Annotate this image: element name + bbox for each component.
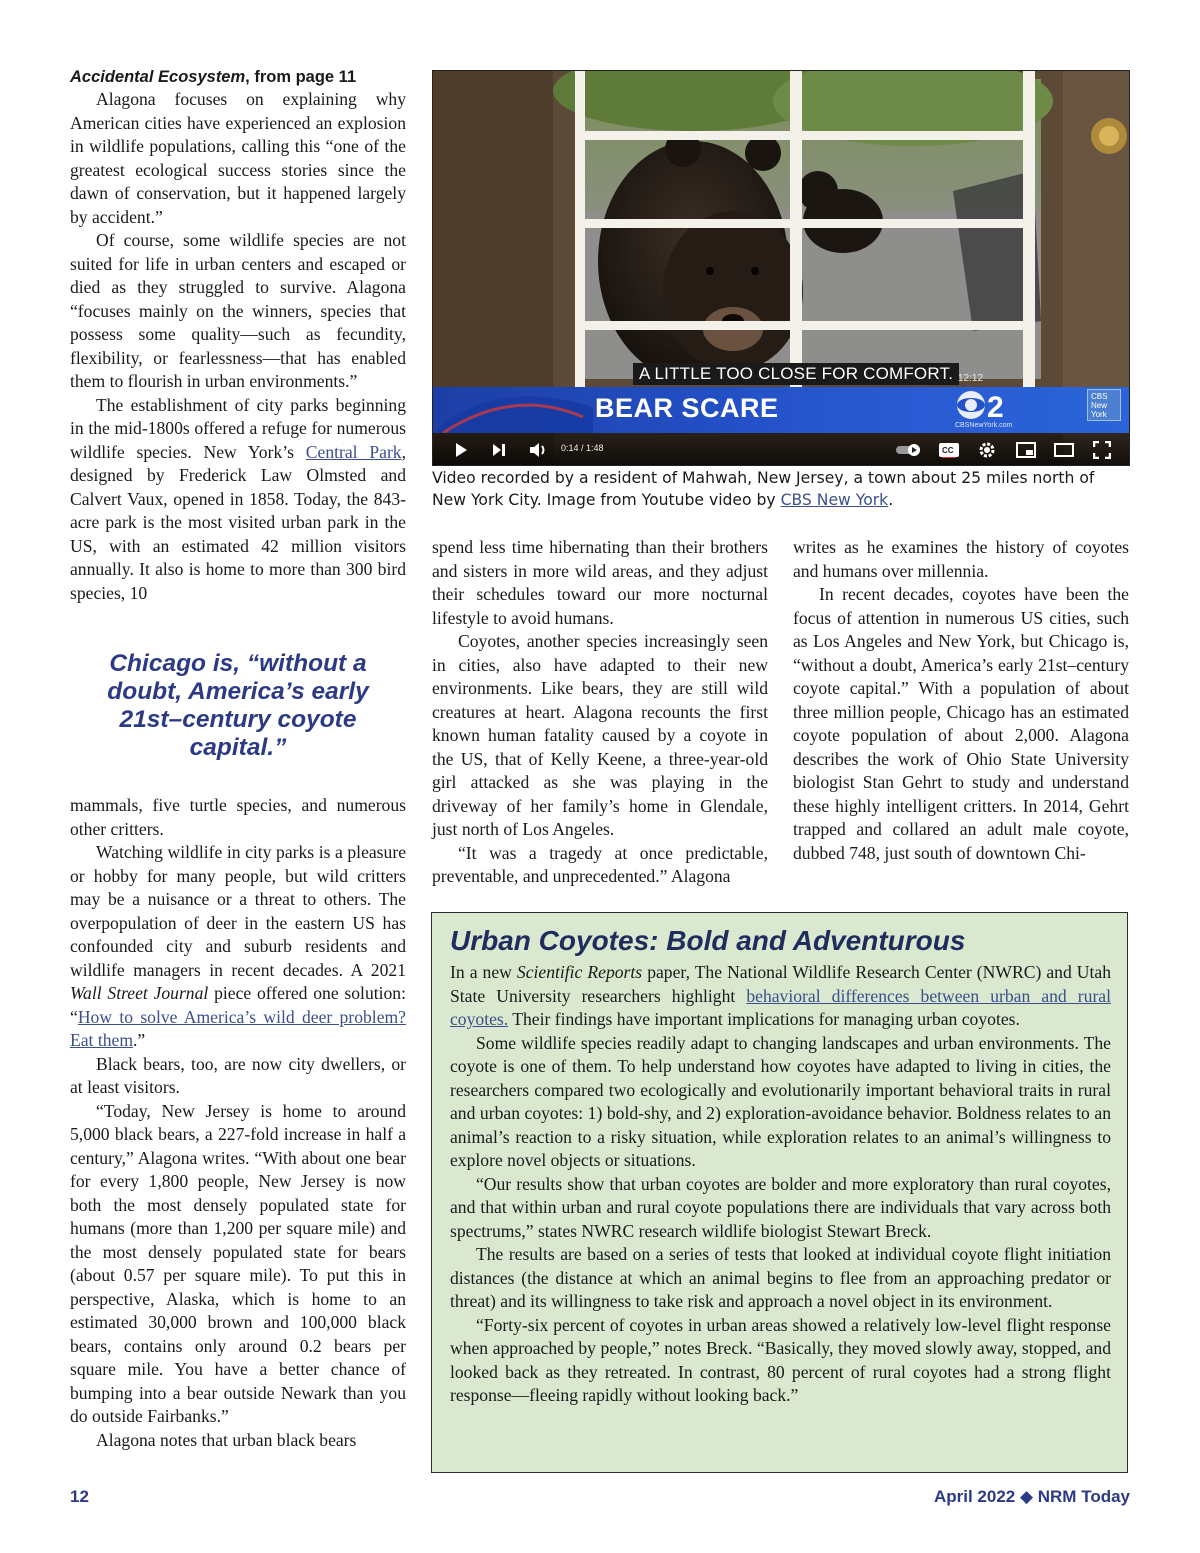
paragraph: In a new Scientific Reports paper, The National Wildlife Research Center (NWRC) and Utah State University researchers highlight behavioral differences between urban and rural coyotes. Their findings have important implications for managing urban coyotes.: [450, 962, 1111, 1029]
paragraph: Black bears, too, are now city dwellers, or at least visitors.: [70, 1053, 406, 1097]
video-caption: Video recorded by a resident of Mahwah, New Jersey, a town about 25 miles north of New York City. Image from Youtube video by CBS New York.: [432, 469, 1095, 509]
middle-column: [432, 536, 768, 889]
behavioral-differences-link[interactable]: behavioral differences between urban and rural coyotes.: [450, 985, 1111, 1029]
paragraph: In recent decades, coyotes have been the focus of attention in numerous US cities, such as Los Angeles and New York, but Chicago is, “without a doubt, America’s early 21st–century coyote capital.” With a population of about three million people, Chicago has an estimated coyote population of about 2,000. Alagona describes the work of Ohio State University biologist Stan Gehrt to study and understand these highly intelligent critters. In 2014, Gehrt trapped and collared an adult male coyote, dubbed 748, just south of downtown Chi-: [793, 584, 1129, 863]
miniplayer-icon[interactable]: [1016, 442, 1036, 458]
video-player[interactable]: [432, 70, 1130, 466]
central-park-link[interactable]: Central Park: [305, 441, 402, 462]
right-column: [793, 536, 1129, 865]
left-column: [70, 66, 406, 605]
paragraph: “It was a tragedy at once predictable, preventable, and unprecedented.” Alagona: [432, 842, 768, 886]
sidebar-title: Urban Coyotes: Bold and Adventurous: [450, 925, 966, 956]
captions-icon[interactable]: [938, 442, 960, 458]
news-banner: [433, 387, 1130, 433]
sidebar-box: [431, 912, 1128, 1473]
settings-icon[interactable]: [978, 441, 996, 459]
banner-time: 12:12: [958, 373, 984, 384]
continued-title: Accidental Ecosystem: [70, 68, 246, 86]
cbs-new-york-box: CBS New York: [1087, 389, 1121, 421]
paragraph: “Forty-six percent of coyotes in urban areas showed a relatively low-level flight response when approached by people,” notes Breck. “Basically, they moved slowly away, stopped, and looked back as they retreated. In contrast, 80 percent of rural coyotes had a strong flight response—fleeing rapidly without looking back.”: [450, 1314, 1111, 1405]
paragraph: Watching wildlife in city parks is a pleasure or hobby for many people, but wild critters may be a nuisance or a threat to others. The overpopulation of deer in the eastern US has confounded city and suburb residents and wildlife managers in recent decades. A 2021 Wall Street Journal piece offered one solution: “How to solve America’s wild deer problem? Eat them.”: [70, 842, 406, 1050]
paragraph: writes as he examines the history of coyotes and humans over millennia.: [793, 537, 1129, 581]
paragraph: spend less time hibernating than their brothers and sisters in more wild areas, and they adjust their schedules toward our more nocturnal lifestyle to avoid humans.: [432, 537, 768, 628]
autoplay-toggle[interactable]: [895, 443, 923, 457]
continued-heading: [70, 66, 406, 88]
cbs2-logo: [953, 387, 1023, 425]
cbs-new-york-link[interactable]: CBS New York: [780, 490, 889, 509]
continued-suffix: , from page 11: [245, 68, 357, 86]
video-controls: [433, 433, 1130, 466]
paragraph: mammals, five turtle species, and numerous other critters.: [70, 795, 406, 839]
issue-label: April 2022 ◆ NRM Today: [933, 1487, 1130, 1506]
paragraph: Some wildlife species readily adapt to changing landscapes and urban environments. The coyote is one of them. To help understand how coyotes have adapted to living in cities, the researchers compared two ecologically and evolutionarily important behavioral traits in rural and urban coyotes: 1) bold-shy, and 2) exploration-avoidance behavior. Boldness relates to an animal’s reaction to a risky situation, while exploration relates to an animal’s willingness to explore novel objects or situations.: [450, 1032, 1111, 1170]
paragraph: “Our results show that urban coyotes are bolder and more exploratory than rural coyotes, and that within urban and rural coyote populations there are individuals that vary across both spectrums,” states NWRC research wildlife biologist Stewart Breck.: [450, 1173, 1111, 1241]
svg-text:2: 2: [987, 391, 1004, 424]
volume-icon[interactable]: [529, 442, 547, 458]
pull-quote: Chicago is, “without a doubt, America’s early 21st–century coyote capital.”: [107, 650, 369, 761]
chyron-tag: A LITTLE TOO CLOSE FOR COMFORT.: [633, 363, 959, 385]
page-number: 12: [70, 1487, 89, 1506]
paragraph: The establishment of city parks beginning in the mid-1800s offered a refuge for numerous wildlife species. New York’s Central Park, designed by Frederick Law Olmsted and Calvert Vaux, opened in 1858. Today, the 843-acre park is the most visited urban park in the US, with an estimated 42 million visitors annually. It also is home to more than 300 bird species, 10: [70, 394, 407, 603]
paragraph: “Today, New Jersey is home to around 5,000 black bears, a 227-fold increase in half a century,” Alagona writes. “With about one bear for every 1,800 people, New Jersey is now both the most densely populated state for humans (more than 1,200 per square mile) and the most densely populated state for bears (about 0.57 per square mile). To put this in perspective, Alaska, which is home to an estimated 30,000 brown and 100,000 black bears, contains only around 0.2 bears per square mile. You have a better chance of bumping into a bear outside Newark than you do outside Fairbanks.”: [70, 1100, 406, 1426]
paragraph: The results are based on a series of tests that looked at individual coyote flight initiation distances (the distance at which an animal begins to flee from an approaching predator or threat) and its willingness to take risk and approach a novel object in its environment.: [450, 1244, 1111, 1311]
paragraph: Coyotes, another species increasingly seen in cities, also have adapted to their new environments. Like bears, they are still wild creatures at heart. Alagona recounts the first known human fatality caused by a coyote in the US, that of Kelly Keene, a three-year-old girl attacked as she was playing in the driveway of her family’s home in Glendale, just north of Los Angeles.: [432, 631, 768, 839]
svg-text:CC: CC: [942, 446, 954, 455]
banner-headline: BEAR SCARE: [595, 393, 779, 423]
banner-site: CBSNewYork.com: [955, 422, 1013, 429]
paragraph: Alagona focuses on explaining why American cities have experienced an explosion in wildlife populations, calling this “one of the greatest ecological success stories since the dawn of conservation, but it happened largely by accident.”: [70, 89, 406, 227]
paragraph: Alagona notes that urban black bears: [96, 1429, 357, 1450]
next-icon[interactable]: [491, 443, 507, 457]
theater-icon[interactable]: [1054, 443, 1074, 457]
left-column-continued: [70, 794, 406, 1452]
paragraph: Of course, some wildlife species are not suited for life in urban centers and escaped or died as they struggled to survive. Alagona “focuses mainly on the winners, species that possess some quality—such as fecundity, flexibility, or fearlessness—that has enabled them to flourish in urban environments.”: [70, 230, 406, 391]
video-timecode: 0:14 / 1:48: [561, 443, 604, 453]
fullscreen-icon[interactable]: [1093, 441, 1111, 459]
play-icon[interactable]: [453, 442, 469, 458]
deer-article-link[interactable]: How to solve America’s wild deer problem? Eat them: [70, 1006, 406, 1050]
